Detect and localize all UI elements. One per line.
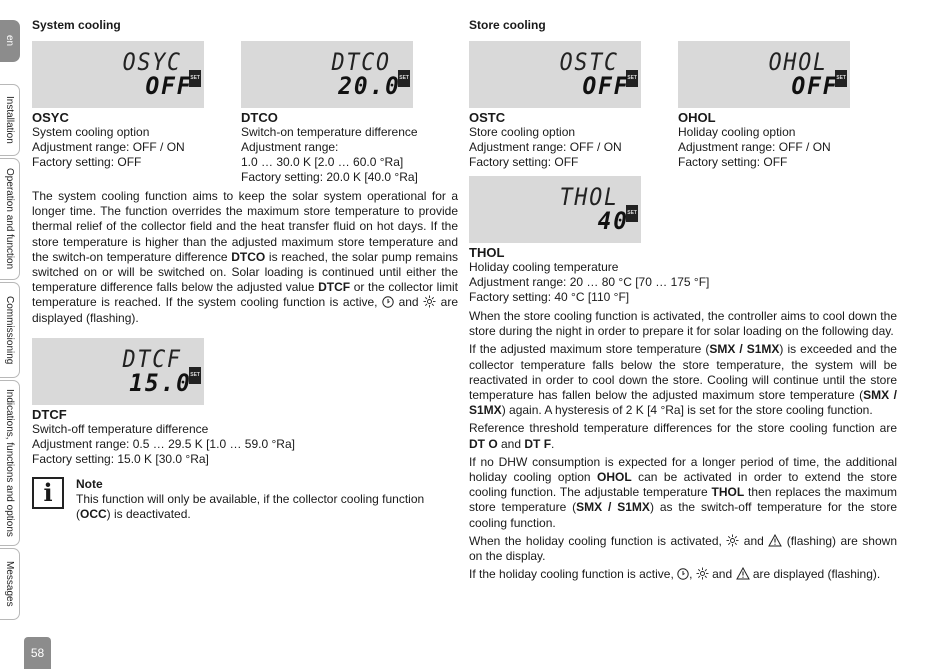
param-factory: Factory setting: OFF: [469, 155, 579, 169]
set-indicator: SET: [626, 70, 638, 87]
lcd-display: [32, 338, 204, 405]
lcd-bottom-line: OFF: [582, 72, 629, 100]
lcd-row-top-left: [32, 41, 458, 185]
tab-commissioning[interactable]: Commissioning: [0, 282, 20, 378]
lcd-top-line: THOL: [559, 183, 619, 211]
param-range-label: Adjustment range:: [241, 140, 339, 154]
param-dtcf: [32, 338, 241, 422]
sun-icon: [726, 534, 739, 547]
code-dtco: DTCO: [231, 249, 266, 264]
param-thol: [469, 176, 678, 260]
param-ostc: [469, 41, 678, 170]
store-cooling-paragraph-5: When the holiday cooling function is activated, and (flashing) are shown on the display.: [469, 533, 897, 564]
lcd-display: [241, 41, 413, 108]
set-indicator: SET: [626, 205, 638, 222]
param-factory: Factory setting: OFF: [678, 155, 788, 169]
store-cooling-paragraph-4: If no DHW consumption is expected for a longer period of time, the additional holiday cooling option OHOL can be activated in order to extend the store cooling function. The adjustable temperature THOL then replaces the maximum store temperature (SMX / S1MX) as the switch-off temperature for the store cooling function.: [469, 454, 898, 530]
param-code: THOL: [469, 245, 505, 260]
param-range: 1.0 … 30.0 K [2.0 … 60.0 °Ra]: [241, 155, 404, 169]
tab-language[interactable]: en: [0, 20, 20, 62]
info-icon: i: [32, 477, 64, 509]
lcd-bottom-line: 20.0: [338, 72, 401, 100]
param-range: Adjustment range: 20 … 80 °C [70 … 175 °F]: [469, 275, 710, 289]
note-text: This function will only be available, if the collector cooling function (OCC) is deactivated.: [76, 491, 425, 521]
lcd-row-top-right: [469, 41, 897, 170]
param-code: OHOL: [678, 110, 716, 125]
param-range: Adjustment range: 0.5 … 29.5 K [1.0 … 59.0 °Ra]: [32, 436, 295, 451]
param-code: DTCF: [32, 406, 67, 422]
param-factory: Factory setting: 20.0 K [40.0 °Ra]: [241, 170, 418, 184]
param-description: Holiday cooling temperature: [469, 260, 619, 274]
lcd-bottom-line: 40: [597, 207, 629, 235]
set-indicator: SET: [835, 70, 847, 87]
right-column: [469, 18, 897, 585]
store-cooling-paragraph-1: When the store cooling function is activated, the controller aims to cool down the store during the night in order to prepare it for solar loading on the following day.: [469, 309, 897, 339]
tab-indications-functions-options[interactable]: Indications, functions and options: [0, 380, 20, 546]
code-dtcf: DTCF: [318, 280, 351, 295]
lcd-display: [678, 41, 850, 108]
sun-icon: [696, 567, 709, 580]
lcd-bottom-line: OFF: [145, 72, 192, 100]
param-code: OSTC: [469, 110, 506, 125]
note-box: [32, 477, 458, 522]
param-range: Adjustment range: OFF / ON: [678, 140, 831, 154]
param-factory: Factory setting: 15.0 K [30.0 °Ra]: [32, 451, 209, 466]
lcd-top-line: DTCO: [331, 48, 391, 76]
tab-messages[interactable]: Messages: [0, 548, 20, 620]
store-cooling-paragraph-2: If the adjusted maximum store temperature (SMX / S1MX) is exceeded and the collector temperature falls below the store temperature, the system will be reactivated in order to cool down the store. Cooling will continue until the store temperature has fallen below the adjusted maximum store temperature (SMX / S1MX) again. A hysteresis of 2 K [4 °Ra] is set for the store cooling function.: [469, 342, 897, 418]
param-factory: Factory setting: 40 °C [110 °F]: [469, 290, 630, 304]
param-range: Adjustment range: OFF / ON: [32, 140, 185, 154]
param-dtco: [241, 41, 450, 185]
section-heading-system-cooling: System cooling: [32, 18, 121, 32]
clock-icon: [677, 568, 689, 580]
chapter-tabs: [0, 0, 24, 669]
param-description: Switch-on temperature difference: [241, 125, 418, 139]
warning-triangle-icon: [768, 534, 782, 547]
param-code: OSYC: [32, 110, 69, 125]
warning-triangle-icon: [736, 567, 750, 580]
param-description: Switch-off temperature difference: [32, 421, 209, 436]
lcd-top-line: OSYC: [122, 48, 182, 76]
page-number: 58: [24, 637, 51, 669]
tab-operation-and-function[interactable]: Operation and function: [0, 158, 20, 280]
param-description: System cooling option: [32, 125, 150, 139]
system-cooling-paragraph: The system cooling function aims to keep the solar system operational for a longer time. The function overrides the maximum store temperature to provide thermal relief of the collector field and the heat transfer fluid on hot days. If the store temperature is higher than the adjusted maximum store temperature and the switch-on temperature difference DTCO is reached, the solar pump remains switched on or will be switched on. Solar loading is continued until either the temperature difference falls below the adjusted value DTCF or the collector limit temperature is reached. If the system cooling function is active, and are displayed (flashing).: [32, 189, 459, 325]
clock-icon: [382, 296, 394, 308]
lcd-display: [469, 176, 641, 243]
lcd-display: [469, 41, 641, 108]
set-indicator: SET: [398, 70, 410, 87]
store-cooling-paragraph-3: Reference threshold temperature differences for the store cooling function are DT O and DT F.: [469, 421, 897, 451]
section-heading-store-cooling: Store cooling: [469, 18, 546, 32]
note-title: Note: [76, 476, 103, 491]
lcd-display: [32, 41, 204, 108]
param-description: Holiday cooling option: [678, 125, 796, 139]
param-factory: Factory setting: OFF: [32, 155, 142, 169]
lcd-top-line: OHOL: [768, 48, 828, 76]
lcd-top-line: DTCF: [122, 344, 182, 373]
param-description: Store cooling option: [469, 125, 576, 139]
param-code: DTCO: [241, 110, 278, 125]
set-indicator: SET: [189, 367, 201, 384]
sun-icon: [423, 295, 436, 308]
left-column: [32, 18, 458, 522]
lcd-bottom-line: OFF: [791, 72, 838, 100]
lcd-bottom-line: 15.0: [129, 368, 192, 397]
param-ohol: [678, 41, 887, 170]
param-range: Adjustment range: OFF / ON: [469, 140, 622, 154]
param-osyc: [32, 41, 241, 185]
set-indicator: SET: [189, 70, 201, 87]
store-cooling-paragraph-6: If the holiday cooling function is active, , and are displayed (flashing).: [469, 567, 881, 582]
tab-installation[interactable]: Installation: [0, 84, 20, 156]
lcd-top-line: OSTC: [559, 48, 619, 76]
